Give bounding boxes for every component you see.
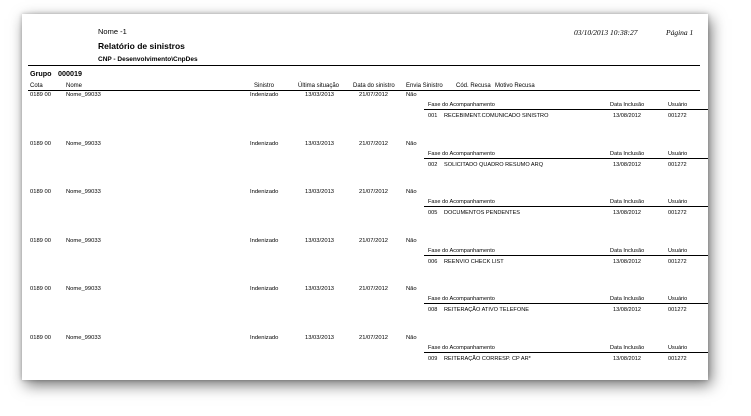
row-data-sinistro: 21/07/2012 — [359, 237, 389, 244]
fase-code: 006 — [428, 258, 438, 265]
sub-col-data-inclusao: Data Inclusão — [610, 296, 645, 303]
row-ultima-situacao: 13/03/2013 — [305, 335, 335, 341]
fase-description: SOLICITADO QUADRO RESUMO ARQ — [444, 161, 544, 168]
sub-col-data-inclusao: Data Inclusão — [610, 102, 645, 108]
row-envia-sinistro: Não — [406, 189, 417, 196]
row-sinistro: Indenizado — [250, 237, 279, 244]
sub-table-divider — [424, 158, 708, 159]
row-data-sinistro: 21/07/2012 — [359, 92, 389, 98]
fase-code: 001 — [428, 113, 438, 119]
col-envia-sinistro: Envia Sinistro — [406, 83, 443, 89]
row-data-sinistro: 21/07/2012 — [359, 286, 389, 293]
row-cota: 0189 00 — [30, 237, 51, 244]
report-subtitle: CNP - Desenvolvimento\CnpDes — [98, 56, 198, 63]
row-data-sinistro: 21/07/2012 — [359, 335, 389, 341]
sub-col-fase: Fase do Acompanhamento — [428, 199, 495, 206]
sub-col-data-inclusao: Data Inclusão — [610, 345, 645, 351]
usuario: 001272 — [668, 258, 687, 265]
row-data-sinistro: 21/07/2012 — [359, 140, 389, 147]
row-cota: 0189 00 — [30, 335, 51, 341]
sub-col-usuario: Usuário — [668, 345, 688, 351]
row-nome: Nome_99033 — [66, 189, 101, 196]
sub-col-data-inclusao: Data Inclusão — [610, 199, 645, 206]
row-sinistro: Indenizado — [250, 92, 279, 98]
row-ultima-situacao: 13/03/2013 — [305, 286, 335, 293]
group-number: 000019 — [58, 69, 82, 78]
row-nome: Nome_99033 — [66, 286, 101, 293]
fase-description: RECEBIMENT.COMUNICADO SINISTRO — [444, 113, 549, 119]
usuario: 001272 — [668, 307, 687, 314]
data-inclusao: 13/08/2012 — [613, 161, 641, 168]
data-inclusao: 13/08/2012 — [613, 307, 641, 314]
sub-col-fase: Fase do Acompanhamento — [428, 150, 495, 157]
sub-table-divider — [424, 109, 708, 110]
fase-description: REENVIO CHECK LIST — [444, 258, 504, 265]
col-data-sinistro: Data do sinistro — [353, 83, 395, 89]
fase-description: REITERAÇÃO ATIVO TELEFONE — [444, 307, 529, 314]
usuario: 001272 — [668, 113, 687, 119]
column-header-divider — [28, 90, 700, 91]
sub-col-usuario: Usuário — [668, 247, 688, 254]
col-motivo-recusa: Motivo Recusa — [495, 83, 535, 89]
row-envia-sinistro: Não — [406, 286, 417, 293]
row-ultima-situacao: 13/03/2013 — [305, 237, 335, 244]
sub-col-usuario: Usuário — [668, 296, 688, 303]
row-data-sinistro: 21/07/2012 — [359, 189, 389, 196]
usuario: 001272 — [668, 356, 687, 362]
row-envia-sinistro: Não — [406, 237, 417, 244]
sub-col-fase: Fase do Acompanhamento — [428, 102, 495, 108]
sub-col-fase: Fase do Acompanhamento — [428, 296, 495, 303]
sub-col-fase: Fase do Acompanhamento — [428, 247, 495, 254]
col-ultima-situacao: Última situação — [298, 83, 340, 89]
report-title: Relatório de sinistros — [98, 41, 185, 51]
row-cota: 0189 00 — [30, 286, 51, 293]
page-number: Página 1 — [666, 28, 694, 37]
row-sinistro: Indenizado — [250, 140, 279, 147]
sub-col-usuario: Usuário — [668, 102, 688, 108]
group-label: Grupo — [30, 69, 52, 78]
table-row — [22, 141, 708, 189]
row-nome: Nome_99033 — [66, 237, 101, 244]
sub-table-divider — [424, 255, 708, 256]
fase-code: 002 — [428, 161, 438, 168]
header-divider — [28, 65, 700, 66]
table-row — [22, 238, 708, 286]
report-user-name: Nome -1 — [98, 27, 127, 36]
fase-description: DOCUMENTOS PENDENTES — [444, 210, 521, 217]
row-cota: 0189 00 — [30, 92, 51, 98]
row-envia-sinistro: Não — [406, 92, 417, 98]
row-envia-sinistro: Não — [406, 335, 417, 341]
col-cota: Cota — [30, 83, 43, 89]
sub-table-divider — [424, 206, 708, 207]
sub-col-fase: Fase do Acompanhamento — [428, 345, 495, 351]
row-cota: 0189 00 — [30, 189, 51, 196]
row-sinistro: Indenizado — [250, 286, 279, 293]
fase-code: 005 — [428, 210, 438, 217]
row-ultima-situacao: 13/03/2013 — [305, 189, 335, 196]
row-ultima-situacao: 13/03/2013 — [305, 140, 335, 147]
sub-col-usuario: Usuário — [668, 150, 688, 157]
usuario: 001272 — [668, 210, 687, 217]
data-inclusao: 13/08/2012 — [613, 258, 641, 265]
sub-col-data-inclusao: Data Inclusão — [610, 150, 645, 157]
row-sinistro: Indenizado — [250, 189, 279, 196]
table-row — [22, 189, 708, 237]
data-inclusao: 13/08/2012 — [613, 210, 641, 217]
sub-table-divider — [424, 352, 708, 353]
table-row — [22, 286, 708, 334]
fase-code: 008 — [428, 307, 438, 314]
table-row — [22, 335, 708, 380]
report-datetime: 03/10/2013 10:38:27 — [574, 28, 638, 37]
data-inclusao: 13/08/2012 — [613, 356, 641, 362]
row-ultima-situacao: 13/03/2013 — [305, 92, 335, 98]
row-nome: Nome_99033 — [66, 92, 101, 98]
sub-table-divider — [424, 303, 708, 304]
row-envia-sinistro: Não — [406, 140, 417, 147]
row-nome: Nome_99033 — [66, 335, 101, 341]
fase-description: REITERAÇÃO CORRESP. CP AR* — [444, 356, 531, 362]
row-nome: Nome_99033 — [66, 140, 101, 147]
data-inclusao: 13/08/2012 — [613, 113, 641, 119]
row-cota: 0189 00 — [30, 140, 51, 147]
col-cod-recusa: Cód. Recusa — [456, 83, 491, 89]
sub-col-usuario: Usuário — [668, 199, 688, 206]
row-sinistro: Indenizado — [250, 335, 279, 341]
col-sinistro: Sinistro — [254, 83, 275, 89]
col-nome: Nome — [66, 83, 83, 89]
sub-col-data-inclusao: Data Inclusão — [610, 247, 645, 254]
usuario: 001272 — [668, 161, 687, 168]
table-row — [22, 92, 708, 140]
fase-code: 009 — [428, 356, 438, 362]
report-page — [22, 14, 708, 380]
